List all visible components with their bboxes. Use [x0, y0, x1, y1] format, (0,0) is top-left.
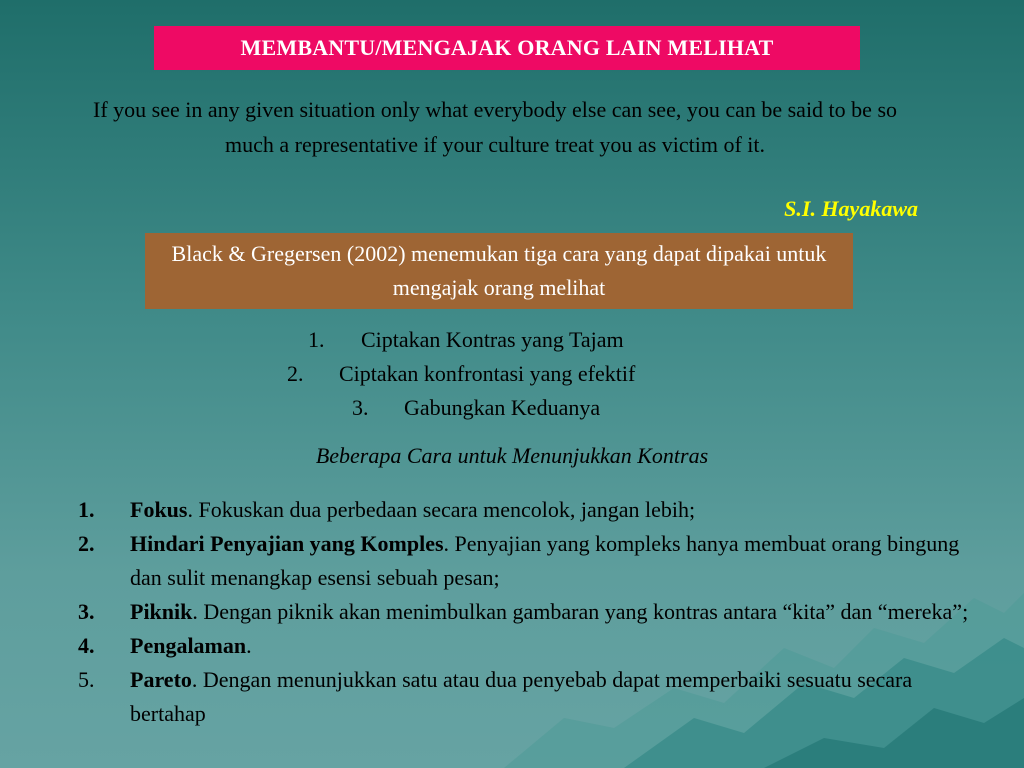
- list-item: [78, 629, 988, 663]
- item-description: .: [246, 633, 252, 658]
- item-term: Pareto: [130, 667, 192, 692]
- item-number: 1.: [78, 497, 95, 522]
- quote-author: S.I. Hayakawa: [784, 196, 918, 221]
- way-item: [0, 391, 1024, 425]
- way-item: [0, 357, 1024, 391]
- way-number: 2.: [287, 361, 304, 386]
- way-item: [0, 323, 1024, 357]
- contrast-list: [78, 493, 988, 731]
- way-number: 1.: [308, 327, 325, 352]
- way-text: Gabungkan Keduanya: [404, 395, 601, 420]
- list-item: [78, 527, 988, 595]
- item-description: . Penyajian yang kompleks hanya membuat orang bingung dan sulit menangkap esensi sebuah pesan;: [130, 531, 960, 590]
- item-description: . Dengan piknik akan menimbulkan gambaran yang kontras antara “kita” dan “mereka”;: [192, 599, 969, 624]
- item-number: 4.: [78, 633, 95, 658]
- ways-list: [0, 323, 1024, 425]
- item-term: Piknik: [130, 599, 193, 624]
- item-term: Pengalaman: [130, 633, 247, 658]
- way-number: 3.: [352, 395, 369, 420]
- item-number: 5.: [78, 667, 95, 692]
- list-item: [78, 493, 988, 527]
- finding-box: Black & Gregersen (2002) menemukan tiga cara yang dapat dipakai untuk mengajak orang melihat: [145, 233, 853, 309]
- list-item: [78, 663, 988, 731]
- item-term: Hindari Penyajian yang Komples: [130, 531, 444, 556]
- way-text: Ciptakan konfrontasi yang efektif: [339, 361, 636, 386]
- way-text: Ciptakan Kontras yang Tajam: [361, 327, 624, 352]
- slide-title: MEMBANTU/MENGAJAK ORANG LAIN MELIHAT: [154, 26, 860, 70]
- item-term: Fokus: [130, 497, 188, 522]
- item-number: 3.: [78, 599, 95, 624]
- list-item: [78, 595, 988, 629]
- item-number: 2.: [78, 531, 95, 556]
- quote-text: If you see in any given situation only what everybody else can see, you can be said to be so much a representative if your culture treat you as victim of it.: [93, 97, 897, 157]
- item-description: . Dengan menunjukkan satu atau dua penyebab dapat memperbaiki sesuatu secara bertahap: [130, 667, 913, 726]
- item-description: . Fokuskan dua perbedaan secara mencolok, jangan lebih;: [187, 497, 696, 522]
- contrast-subheading: Beberapa Cara untuk Menunjukkan Kontras: [315, 443, 709, 468]
